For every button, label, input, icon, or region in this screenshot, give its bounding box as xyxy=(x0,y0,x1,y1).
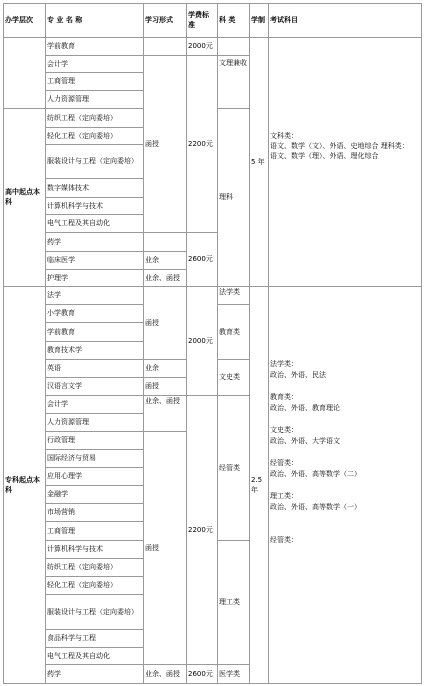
s2-form-acct: 业余、函授 xyxy=(145,397,180,405)
major-row-divider xyxy=(45,540,143,541)
major-cell: 服装设计与工程（定向委培） xyxy=(47,157,138,165)
major-row-divider xyxy=(45,214,143,215)
major-row-divider xyxy=(45,359,143,360)
s1-form-nursing: 业余、函授 xyxy=(145,273,180,282)
s2-duration: 2.5 年 xyxy=(251,476,263,494)
major-row-divider xyxy=(45,90,143,91)
major-cell: 汉语言文学 xyxy=(47,382,82,390)
major-cell: 轻化工程（定向委培） xyxy=(47,581,117,589)
s2-form-edu: 函授 xyxy=(145,318,159,327)
s2-exam: 法学类： 政治、外语、民法 教育类： 政治、外语、教育理论 文史类： 政治、外语、大学语文 经管类： 政治、外语、高等数学（二） 理工类： 政治、外语、高等数学（一） 经管类： xyxy=(270,360,361,544)
major-row-divider xyxy=(45,72,143,73)
s2-level: 专科起点本科 xyxy=(5,476,40,494)
major-cell: 护理学 xyxy=(47,273,68,282)
major-cell: 英语 xyxy=(47,364,61,372)
s2-fee-b: 2200元 xyxy=(188,525,213,534)
major-row-divider xyxy=(45,251,143,252)
header-category: 科 类 xyxy=(219,16,236,24)
s2-form-tech: 函授 xyxy=(145,543,159,552)
s2-cat-sci: 理工类 xyxy=(219,598,240,606)
major-row-divider xyxy=(45,576,143,577)
major-cell: 药学 xyxy=(47,670,61,678)
major-row-divider xyxy=(45,664,143,665)
major-cell: 学前教育 xyxy=(47,42,75,50)
major-row-divider xyxy=(45,449,143,450)
s2-cat-edu: 教育类 xyxy=(219,327,240,336)
major-row-divider xyxy=(45,178,143,179)
major-row-divider xyxy=(45,594,143,595)
major-row-divider xyxy=(45,467,143,468)
s2-form-chinese: 函授 xyxy=(145,382,159,390)
major-cell: 小学教育 xyxy=(47,309,75,317)
major-cell: 临床医学 xyxy=(47,256,75,264)
major-cell: 市场营销 xyxy=(47,508,75,516)
major-cell: 数字媒体技术 xyxy=(47,183,89,192)
major-cell: 法学 xyxy=(47,291,61,299)
major-row-divider xyxy=(45,232,143,233)
major-row-divider xyxy=(45,431,143,432)
major-cell: 人力资源管理 xyxy=(47,95,89,103)
major-cell: 应用心理学 xyxy=(47,472,82,480)
s2-fee-c: 2600元 xyxy=(188,670,213,678)
major-row-divider xyxy=(45,521,143,522)
s1-cat-b: 理科 xyxy=(219,193,233,201)
header-divider xyxy=(3,37,422,38)
major-row-divider xyxy=(45,485,143,486)
major-row-divider xyxy=(45,144,143,145)
major-cell: 纺织工程（定向委培） xyxy=(47,563,117,571)
section-divider xyxy=(3,286,422,287)
major-cell: 电气工程及其自动化 xyxy=(47,219,110,227)
header-study-form: 学习形式 xyxy=(145,16,173,24)
header-duration: 学制 xyxy=(251,16,265,24)
s2-cat-law: 法学类 xyxy=(219,288,240,296)
header-level: 办学层次 xyxy=(5,16,33,24)
major-row-divider xyxy=(45,503,143,504)
major-row-divider xyxy=(45,395,143,396)
major-cell: 会计学 xyxy=(47,400,68,408)
header-major: 专 业 名 称 xyxy=(47,16,83,24)
major-row-divider xyxy=(45,413,143,414)
major-cell: 学前教育 xyxy=(47,327,75,336)
major-row-divider xyxy=(45,629,143,630)
major-cell: 食品科学与工程 xyxy=(47,634,96,642)
major-cell: 国际经济与贸易 xyxy=(47,454,96,462)
major-row-divider xyxy=(45,341,143,342)
s1-form-clinical: 业余 xyxy=(145,256,159,264)
major-cell: 轻化工程（定向委培） xyxy=(47,131,117,140)
s2-cat-med: 医学类 xyxy=(219,670,240,678)
major-cell: 人力资源管理 xyxy=(47,418,89,426)
major-cell: 电气工程及其自动化 xyxy=(47,651,110,660)
major-row-divider xyxy=(45,127,143,128)
s2-form-english: 业余 xyxy=(145,364,159,372)
major-cell: 教育技术学 xyxy=(47,346,82,354)
s1-fee-c: 2600元 xyxy=(188,255,213,263)
s1-form-main: 函授 xyxy=(145,139,159,148)
major-row-divider xyxy=(45,647,143,648)
major-cell: 会计学 xyxy=(47,59,68,68)
major-row-divider xyxy=(45,55,143,56)
major-cell: 工商管理 xyxy=(47,77,75,85)
major-row-divider xyxy=(45,269,143,270)
major-cell: 工商管理 xyxy=(47,526,75,535)
major-row-divider xyxy=(45,108,143,109)
major-row-divider xyxy=(45,197,143,198)
s2-cat-econ: 经管类 xyxy=(219,463,240,472)
s1-duration: 5 年 xyxy=(251,157,265,166)
s2-cat-arts: 文史类 xyxy=(219,373,240,381)
major-cell: 纺织工程（定向委培） xyxy=(47,113,117,122)
major-row-divider xyxy=(45,558,143,559)
s2-form-pharm: 业余、函授 xyxy=(145,670,180,678)
s1-exam: 文科类： 语文、数学（文）、外语、史地综合 理科类： 语文、数学（理）、外语、理化综合 xyxy=(270,132,409,160)
major-cell: 计算机科学与技术 xyxy=(47,545,103,553)
header-exam: 考试科目 xyxy=(270,16,298,24)
major-cell: 药学 xyxy=(47,237,61,246)
s1-cat-a: 文理兼收 xyxy=(219,59,247,67)
major-row-divider xyxy=(45,377,143,378)
major-cell: 行政管理 xyxy=(47,436,75,444)
major-row-divider xyxy=(45,304,143,305)
major-row-divider xyxy=(45,322,143,323)
header-fee: 学费标准 xyxy=(188,11,209,29)
major-cell: 金融学 xyxy=(47,490,68,498)
major-cell: 服装设计与工程（定向委培） xyxy=(47,607,138,616)
major-cell: 计算机科学与技术 xyxy=(47,201,103,210)
s1-fee-b: 2200元 xyxy=(188,139,213,148)
s1-level: 高中起点本科 xyxy=(5,188,40,206)
s2-fee-a: 2000元 xyxy=(188,336,213,345)
s1-fee-a: 2000元 xyxy=(188,42,213,50)
